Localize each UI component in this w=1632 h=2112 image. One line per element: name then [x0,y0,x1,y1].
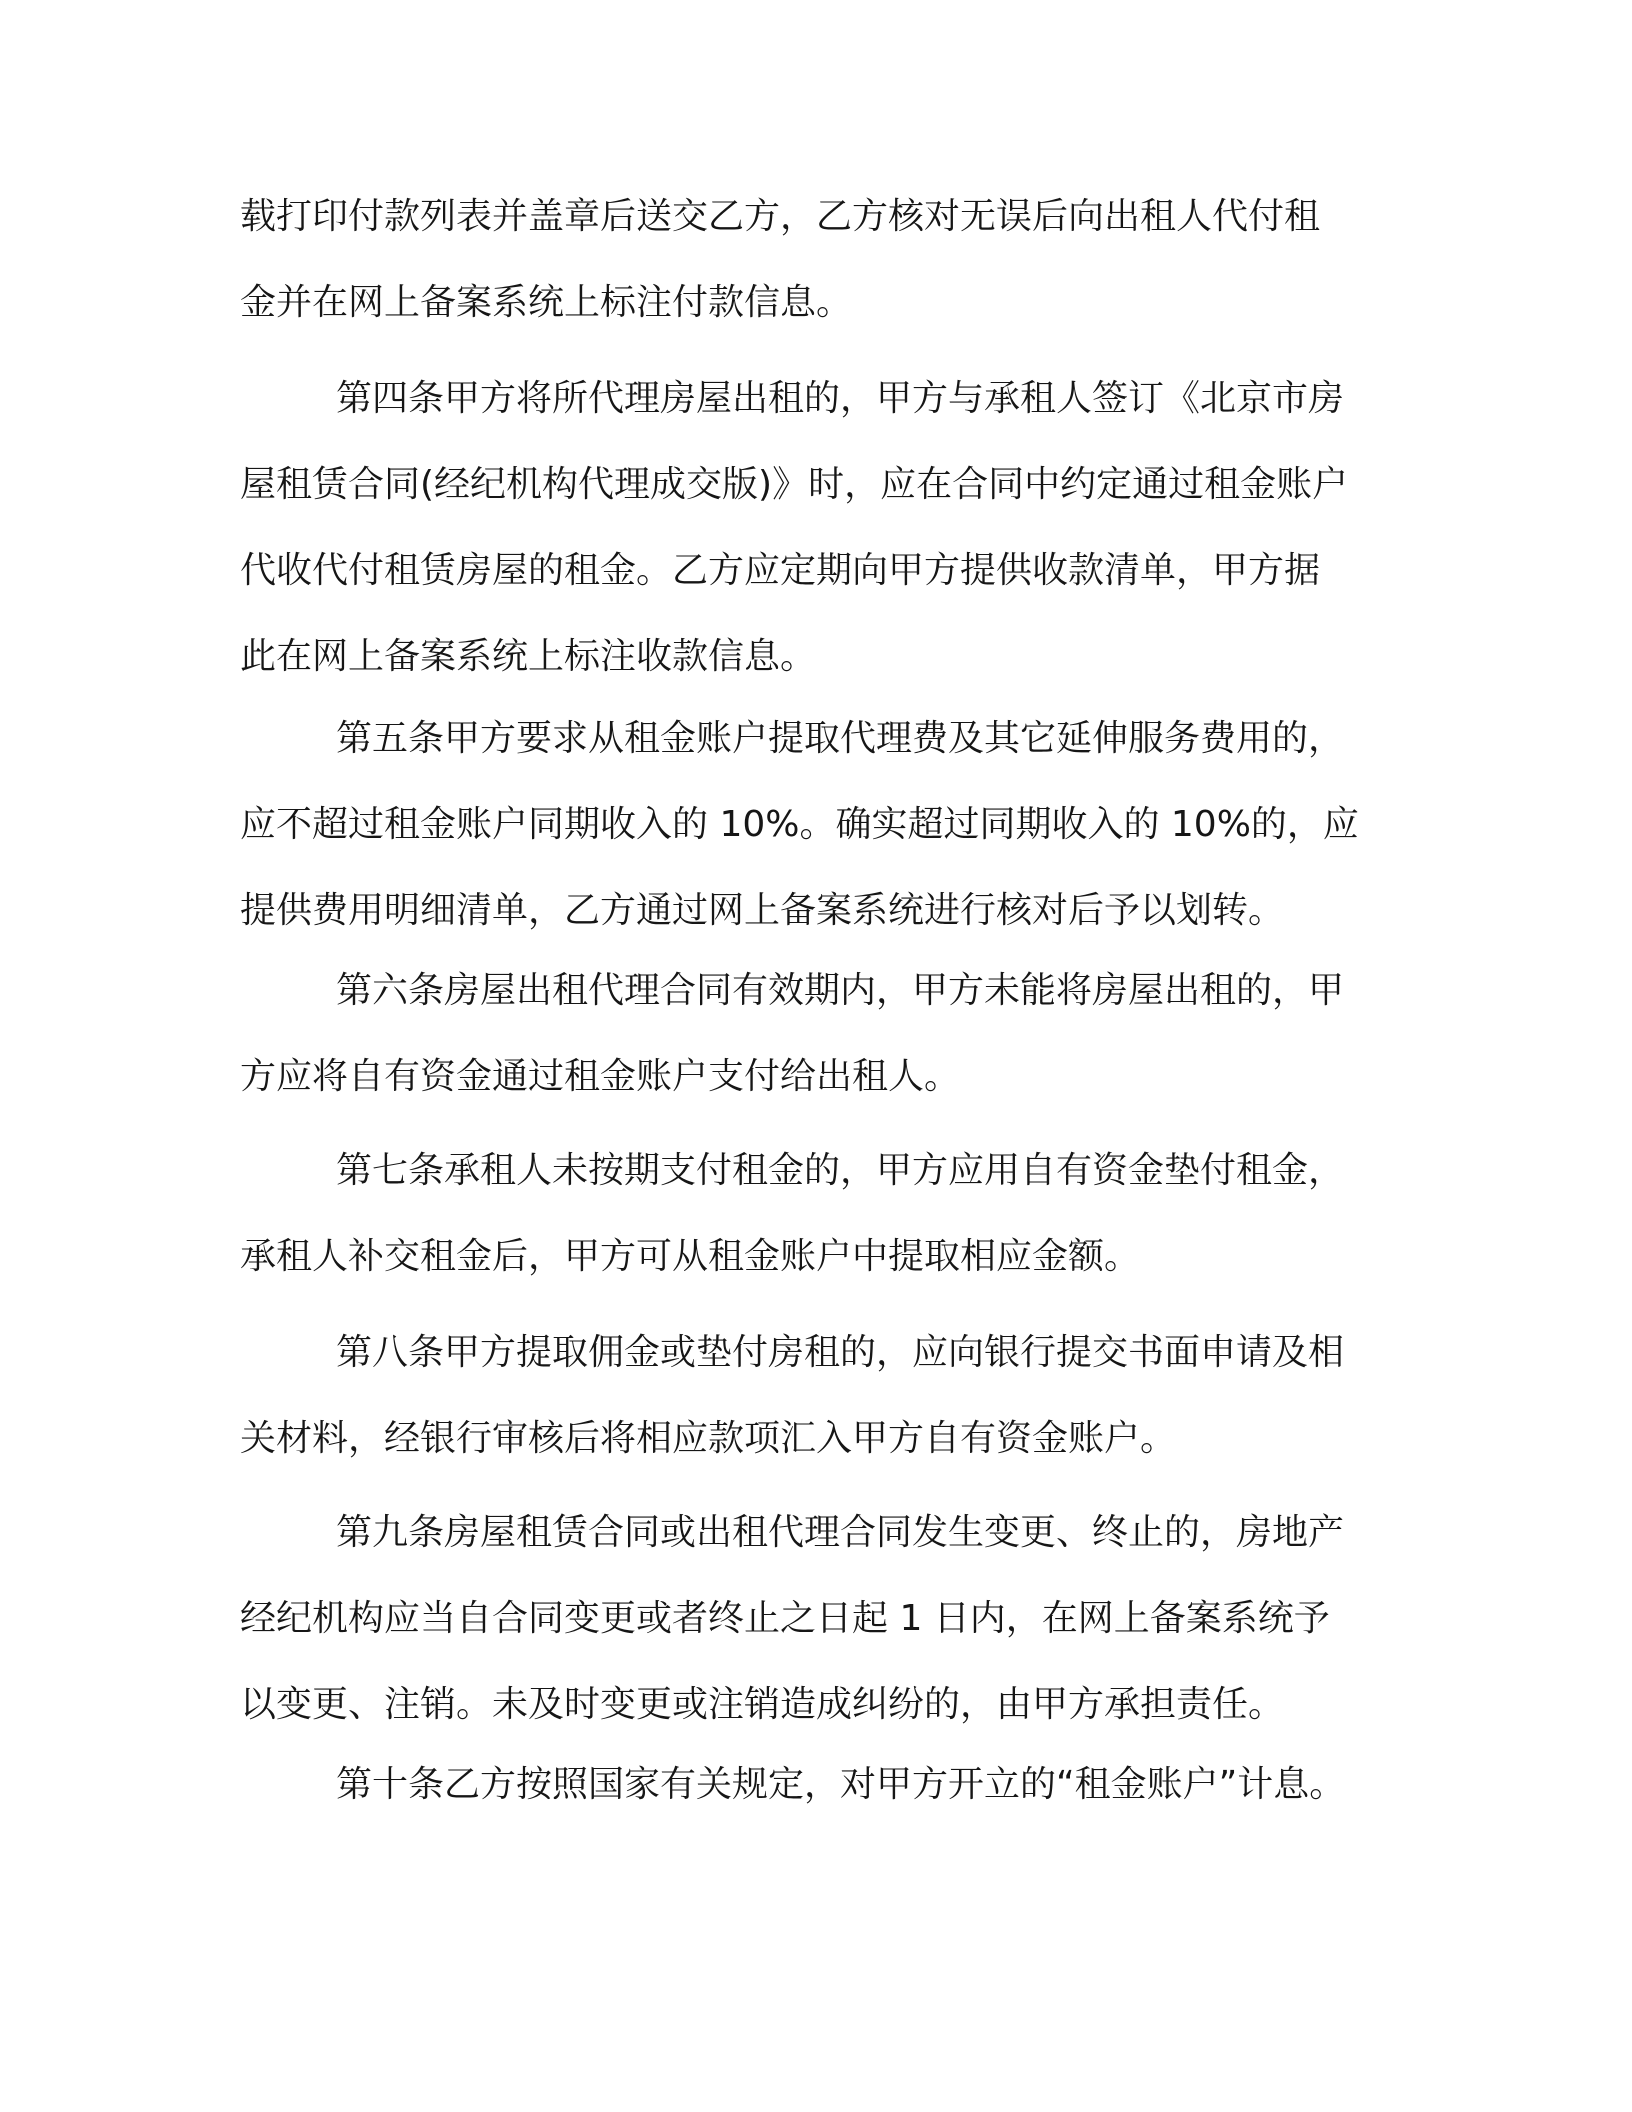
paragraph-line: 关材料，经银行审核后将相应款项汇入甲方自有资金账户。 [240,1418,1177,1459]
article-7-paragraph [240,1128,1344,1300]
paragraph-line: 应不超过租金账户同期收入的 10%。确实超过同期收入的 10%的，应 [240,804,1359,845]
article-5-paragraph [240,696,1359,954]
paragraph-line: 经纪机构应当自合同变更或者终止之日起 1 日内，在网上备案系统予 [240,1598,1330,1639]
paragraph-line: 承租人补交租金后，甲方可从租金账户中提取相应金额。 [240,1236,1141,1277]
article-10-paragraph [240,1742,1345,1828]
paragraph-line: 第九条房屋租赁合同或出租代理合同发生变更、终止的，房地产 [336,1512,1345,1553]
paragraph-line: 屋租赁合同(经纪机构代理成交版)》时，应在合同中约定通过租金账户 [240,464,1349,505]
paragraph-line: 载打印付款列表并盖章后送交乙方，乙方核对无误后向出租人代付租 [240,196,1321,237]
paragraph-line: 第七条承租人未按期支付租金的，甲方应用自有资金垫付租金， [336,1150,1345,1191]
article-4-paragraph [240,356,1348,700]
paragraph-line: 提供费用明细清单，乙方通过网上备案系统进行核对后予以划转。 [240,890,1285,931]
paragraph-line: 代收代付租赁房屋的租金。乙方应定期向甲方提供收款清单，甲方据 [240,550,1321,591]
paragraph-line: 第六条房屋出租代理合同有效期内，甲方未能将房屋出租的，甲 [336,970,1345,1011]
paragraph-line: 此在网上备案系统上标注收款信息。 [240,636,817,677]
paragraph-line: 第五条甲方要求从租金账户提取代理费及其它延伸服务费用的， [336,718,1345,759]
paragraph-line: 第十条乙方按照国家有关规定，对甲方开立的“租金账户”计息。 [336,1764,1346,1805]
paragraph-line: 第八条甲方提取佣金或垫付房租的，应向银行提交书面申请及相 [336,1332,1345,1373]
article-9-paragraph [240,1490,1344,1748]
paragraph-line: 以变更、注销。未及时变更或注销造成纠纷的，由甲方承担责任。 [240,1684,1285,1725]
article-8-paragraph [240,1310,1344,1482]
article-6-paragraph [240,948,1344,1120]
paragraph-line: 第四条甲方将所代理房屋出租的，甲方与承租人签订《北京市房 [336,378,1345,419]
paragraph-line: 方应将自有资金通过租金账户支付给出租人。 [240,1056,961,1097]
paragraph-continued [240,174,1320,346]
paragraph-line: 金并在网上备案系统上标注付款信息。 [240,282,853,323]
